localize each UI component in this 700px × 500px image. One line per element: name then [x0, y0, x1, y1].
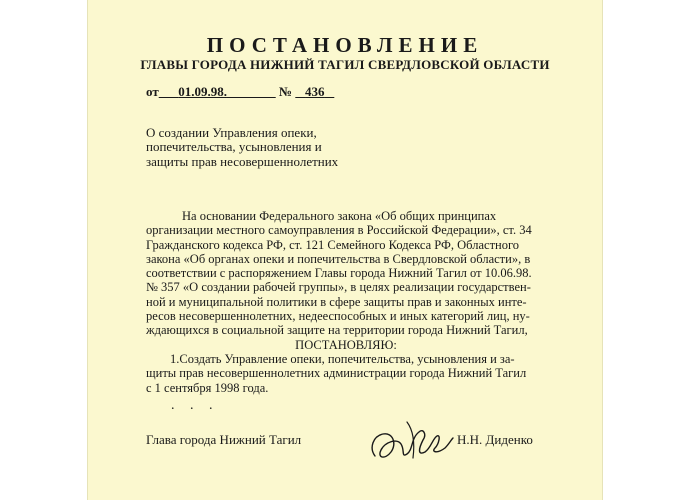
date-prefix: от	[146, 84, 159, 99]
date-number-line	[146, 84, 334, 100]
body-line: ресов несовершеннолетних, недееспособных и иных категорий лиц, ну-	[146, 309, 530, 324]
document-number: 436	[305, 84, 325, 99]
body-line: ной и муниципальной политики в сфере защиты прав и законных инте-	[146, 294, 527, 309]
body-line: соответствии с распоряжением Главы города Нижний Тагил от 10.06.98.	[146, 266, 532, 281]
signatory-name: Н.Н. Диденко	[457, 432, 533, 447]
body-line: организации местного самоуправления в Российской Федерации», ст. 34	[146, 223, 532, 238]
body-line: закона «Об органах опеки и попечительства в Свердловской области», в	[146, 251, 531, 266]
signature-image	[367, 408, 457, 468]
item-line: с 1 сентября 1998 года.	[146, 380, 269, 395]
document-page	[87, 0, 603, 500]
body-line: Гражданского кодекса РФ, ст. 121 Семейного Кодекса РФ, Областного	[146, 237, 520, 252]
subject-line: О создании Управления опеки,	[146, 125, 317, 140]
subject-line: защиты прав несовершеннолетних	[146, 153, 339, 169]
number-prefix: №	[278, 84, 293, 99]
item-line: щиты прав несовершеннолетних администрации города Нижний Тагил	[146, 366, 527, 381]
document-body	[146, 209, 546, 395]
body-line: На основании Федерального закона «Об общих принципах	[182, 209, 497, 223]
document-subject	[146, 126, 338, 169]
document-title: ПОСТАНОВЛЕНИЕ	[206, 33, 484, 57]
body-line: № 357 «О создании рабочей группы», в целях реализации государствен-	[146, 280, 531, 295]
resolve-heading: ПОСТАНОВЛЯЮ:	[295, 337, 397, 352]
item-line: 1.Создать Управление опеки, попечительства, усыновления и за-	[170, 351, 515, 366]
body-line: ждающихся в социальной защите на территории города Нижний Тагил,	[146, 323, 528, 338]
document-date: 01.09.98.	[178, 84, 227, 99]
signatory-title: Глава города Нижний Тагил	[146, 432, 302, 447]
ellipsis: . . .	[171, 398, 219, 413]
document-subtitle: ГЛАВЫ ГОРОДА НИЖНИЙ ТАГИЛ СВЕРДЛОВСКОЙ ОБЛАСТИ	[140, 57, 550, 72]
subject-line: попечительства, усыновления и	[146, 139, 322, 155]
